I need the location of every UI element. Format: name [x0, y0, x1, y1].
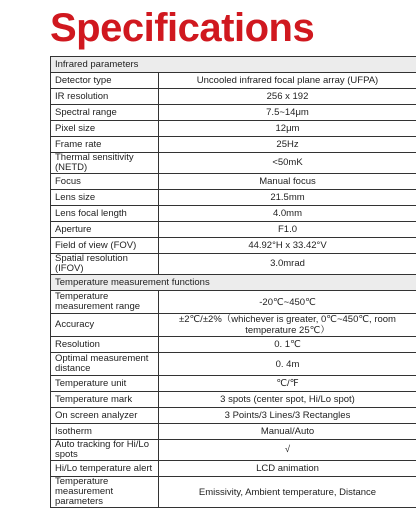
spec-row	[51, 408, 416, 424]
spec-row	[51, 314, 416, 337]
spec-value: 12μm	[159, 121, 416, 137]
spec-row	[51, 424, 416, 440]
spec-row	[51, 121, 416, 137]
spec-label: Temperature mark	[51, 392, 159, 408]
spec-label: IR resolution	[51, 89, 159, 105]
spec-label: Aperture	[51, 222, 159, 238]
spec-label: Pixel size	[51, 121, 159, 137]
spec-value: 0. 4m	[159, 353, 416, 376]
spec-value: 25Hz	[159, 137, 416, 153]
spec-value: √	[159, 440, 416, 461]
spec-row	[51, 477, 416, 508]
spec-value: 0. 1℃	[159, 337, 416, 353]
spec-label: Field of view (FOV)	[51, 238, 159, 254]
spec-value: 4.0mm	[159, 206, 416, 222]
spec-row	[51, 89, 416, 105]
section-header-row	[51, 57, 416, 73]
spec-value: Manual/Auto	[159, 424, 416, 440]
spec-label: Temperature measurement parameters	[51, 477, 159, 508]
spec-value: <50mK	[159, 153, 416, 174]
spec-row	[51, 254, 416, 275]
section-title: Temperature measurement functions	[51, 275, 416, 291]
spec-label: Focus	[51, 174, 159, 190]
spec-row	[51, 222, 416, 238]
spec-label: Frame rate	[51, 137, 159, 153]
spec-label: Auto tracking for Hi/Lo spots	[51, 440, 159, 461]
spec-value: 44.92°H x 33.42°V	[159, 238, 416, 254]
spec-label: Lens focal length	[51, 206, 159, 222]
spec-value: ±2℃/±2%（whichever is greater, 0℃~450℃, room temperature 25℃）	[159, 314, 416, 337]
spec-value: ℃/℉	[159, 376, 416, 392]
spec-value: 7.5~14μm	[159, 105, 416, 121]
spec-label: Resolution	[51, 337, 159, 353]
spec-value: LCD animation	[159, 461, 416, 477]
spec-label: Optimal measurement distance	[51, 353, 159, 376]
spec-label: Hi/Lo temperature alert	[51, 461, 159, 477]
spec-row	[51, 174, 416, 190]
spec-label: Lens size	[51, 190, 159, 206]
spec-row	[51, 461, 416, 477]
spec-row	[51, 190, 416, 206]
spec-row	[51, 238, 416, 254]
spec-value: 3.0mrad	[159, 254, 416, 275]
spec-label: Isotherm	[51, 424, 159, 440]
section-title: Infrared parameters	[51, 57, 416, 73]
spec-value: F1.0	[159, 222, 416, 238]
spec-value: Emissivity, Ambient temperature, Distance	[159, 477, 416, 508]
spec-row	[51, 376, 416, 392]
spec-label: Temperature unit	[51, 376, 159, 392]
spec-table	[50, 56, 416, 508]
spec-label: On screen analyzer	[51, 408, 159, 424]
page-title: Specifications	[50, 6, 314, 50]
spec-value: 21.5mm	[159, 190, 416, 206]
spec-label: Spectral range	[51, 105, 159, 121]
spec-row	[51, 337, 416, 353]
spec-label: Thermal sensitivity (NETD)	[51, 153, 159, 174]
spec-value: -20℃~450℃	[159, 291, 416, 314]
spec-row	[51, 353, 416, 376]
spec-value: Uncooled infrared focal plane array (UFPA)	[159, 73, 416, 89]
spec-label: Detector type	[51, 73, 159, 89]
spec-value: 3 spots (center spot, Hi/Lo spot)	[159, 392, 416, 408]
spec-row	[51, 73, 416, 89]
spec-value: Manual focus	[159, 174, 416, 190]
spec-label: Temperature measurement range	[51, 291, 159, 314]
spec-label: Accuracy	[51, 314, 159, 337]
spec-value: 3 Points/3 Lines/3 Rectangles	[159, 408, 416, 424]
spec-row	[51, 291, 416, 314]
section-header-row	[51, 275, 416, 291]
spec-table-body	[51, 57, 416, 508]
spec-value: 256 x 192	[159, 89, 416, 105]
spec-row	[51, 137, 416, 153]
spec-row	[51, 392, 416, 408]
spec-row	[51, 440, 416, 461]
spec-row	[51, 153, 416, 174]
spec-row	[51, 105, 416, 121]
spec-label: Spatial resolution (IFOV)	[51, 254, 159, 275]
spec-row	[51, 206, 416, 222]
